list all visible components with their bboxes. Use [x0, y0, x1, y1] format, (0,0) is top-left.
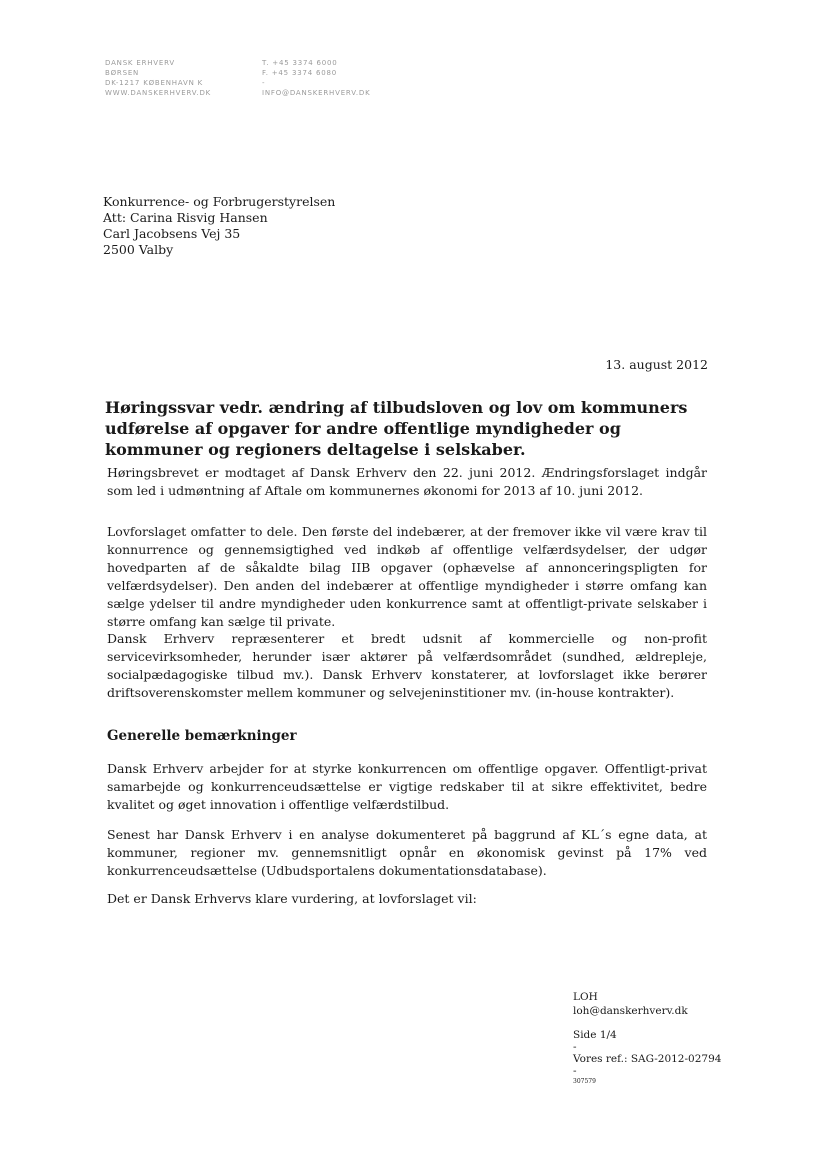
recipient-postal: 2500 Valby — [103, 242, 174, 257]
letterhead-phone: T. +45 3374 6000 — [262, 59, 338, 67]
paragraph-competition: Dansk Erhverv arbejder for at styrke konkurrencen om offentlige opgaver. Offentligt-privat samarbejde og konkurrenceudsættelse er vigtige redskaber til at sikre effektivitet, bedre kvalitet og øget innovation i offentlige velfærdstilbud. — [107, 761, 707, 812]
letterhead-company: DANSK ERHVERV — [105, 59, 175, 67]
letterhead-contact — [262, 58, 371, 98]
footer-separator: - — [573, 1065, 577, 1077]
letterhead-email: INFO@DANSKERHVERV.DK — [262, 89, 371, 97]
paragraph-analysis: Senest har Dansk Erhverv i en analyse dokumenteret på baggrund af KL´s egne data, at kommuner, regioner mv. gennemsnitligt opnår en økonomisk gevinst på 17% ved konkurrenceudsættelse (Udbudsportalens dokumentationsdatabase). — [107, 827, 707, 878]
letterhead-building: BØRSEN — [105, 69, 140, 77]
section-heading: Generelle bemærkninger — [107, 728, 297, 744]
paragraph-intro: Høringsbrevet er modtaget af Dansk Erhverv den 22. juni 2012. Ændringsforslaget indgår som led i udmøntning af Aftale om kommunernes økonomi for 2013 af 10. juni 2012. — [107, 465, 707, 498]
footer-separator: - — [573, 1041, 577, 1053]
letterhead-separator: - — [262, 79, 266, 87]
letter-date: 13. august 2012 — [605, 357, 708, 372]
letterhead-city: DK-1217 KØBENHAVN K — [105, 79, 204, 87]
reference-number: Vores ref.: SAG-2012-02794 — [573, 1053, 722, 1065]
document-number: 307579 — [573, 1078, 596, 1085]
sender-initials: LOH — [573, 991, 598, 1003]
sender-email: loh@danskerhverv.dk — [573, 1005, 688, 1017]
sender-info — [573, 990, 721, 1086]
paragraph-assessment: Det er Dansk Erhvervs klare vurdering, at lovforslaget vil: — [107, 891, 477, 906]
spacer — [573, 1018, 721, 1028]
letter-title: Høringssvar vedr. ændring af tilbudsloven og lov om kommuners udførelse af opgaver for andre offentlige myndigheder og kommuner og regioners deltagelse i selskaber. — [105, 398, 688, 459]
recipient-address — [103, 194, 335, 258]
letterhead-website: WWW.DANSKERHVERV.DK — [105, 89, 212, 97]
page-number: Side 1/4 — [573, 1029, 617, 1041]
paragraph-representation: Dansk Erhverv repræsenterer et bredt udsnit af kommercielle og non-profit servicevirksomheder, herunder især aktører på velfærdsområdet (sundhed, ældrepleje, socialpædagogiske tilbud mv.). Dansk Erhverv konstaterer, at lovforslaget ikke berører driftsoverenskomster mellem kommuner og selvejeninstitioner mv. (in-house kontrakter). — [107, 631, 707, 700]
letterhead-address — [105, 58, 211, 98]
letterhead-fax: F. +45 3374 6080 — [262, 69, 338, 77]
paragraph-proposal: Lovforslaget omfatter to dele. Den første del indebærer, at der fremover ikke vil være krav til konnurrence og gennemsigtighed ved indkøb af offentlige velfærdsydelser, der udgør hovedparten af de såkaldte bilag IIB opgaver (ophævelse af annonceringspligten for velfærdsydelser). Den anden del indebærer at offentlige myndigheder i større omfang kan sælge ydelser til andre myndigheder uden konkurrence samt at offentligt-private selskaber i større omfang kan sælge til private. — [107, 524, 707, 629]
recipient-organization: Konkurrence- og Forbrugerstyrelsen — [103, 194, 336, 209]
recipient-attention: Att: Carina Risvig Hansen — [103, 210, 268, 225]
recipient-street: Carl Jacobsens Vej 35 — [103, 226, 241, 241]
